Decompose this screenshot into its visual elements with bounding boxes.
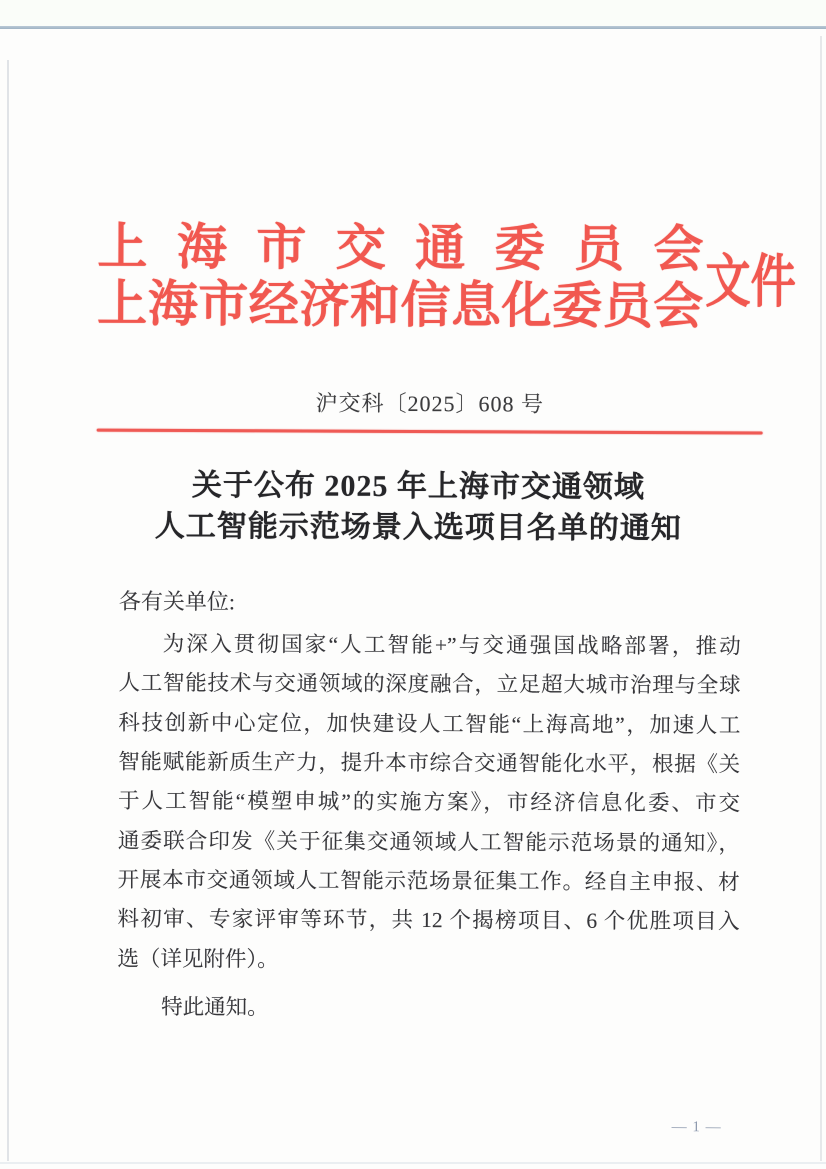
body-line: 于人工智能“模塑申城”的实施方案》，市经济信息化委、市交 bbox=[118, 789, 741, 816]
body-line: 开展本市交通领域人工智能示范场景征集工作。经自主申报、材 bbox=[117, 867, 740, 895]
body-paragraph bbox=[117, 625, 741, 982]
body-line: 智能赋能新质生产力，提升本市综合交通智能化水平，根据《关 bbox=[118, 749, 741, 777]
body-line: 通委联合印发《关于征集交通领域人工智能示范场景的通知》， bbox=[117, 828, 740, 856]
document-title-line-2: 人工智能示范场景入选项目名单的通知 bbox=[154, 509, 682, 546]
red-divider-line bbox=[97, 429, 763, 435]
document-title bbox=[85, 465, 751, 550]
letterhead bbox=[97, 219, 822, 336]
document-title-line-1: 关于公布 2025 年上海市交通领域 bbox=[191, 469, 645, 505]
closing-phrase: 特此通知。 bbox=[161, 994, 269, 1020]
body-line: 为深入贯彻国家“人工智能+”与交通强国战略部署，推动 bbox=[162, 631, 741, 659]
body-line: 科技创新中心定位，加快建设人工智能“上海高地”，加速人工 bbox=[118, 710, 741, 738]
letterhead-org-names bbox=[97, 219, 703, 336]
salutation: 各有关单位: bbox=[118, 588, 236, 615]
body-line: 料初审、专家评审等环节，共 12 个揭榜项目、6 个优胜项目入 bbox=[117, 907, 740, 934]
letterhead-org-line-2: 上海市经济和信息化委员会 bbox=[97, 275, 704, 335]
body-line: 选（详见附件）。 bbox=[117, 946, 279, 972]
page-number: — 1 — bbox=[671, 1119, 722, 1136]
letterhead-org-line-1: 上海市交通委员会 bbox=[97, 218, 704, 278]
letterhead-doc-type-label: 文件 bbox=[705, 249, 796, 315]
document-number: 沪交科〔2025〕608 号 bbox=[315, 390, 545, 417]
body-line: 人工智能技术与交通领域的深度融合，立足超大城市治理与全球 bbox=[118, 671, 741, 698]
